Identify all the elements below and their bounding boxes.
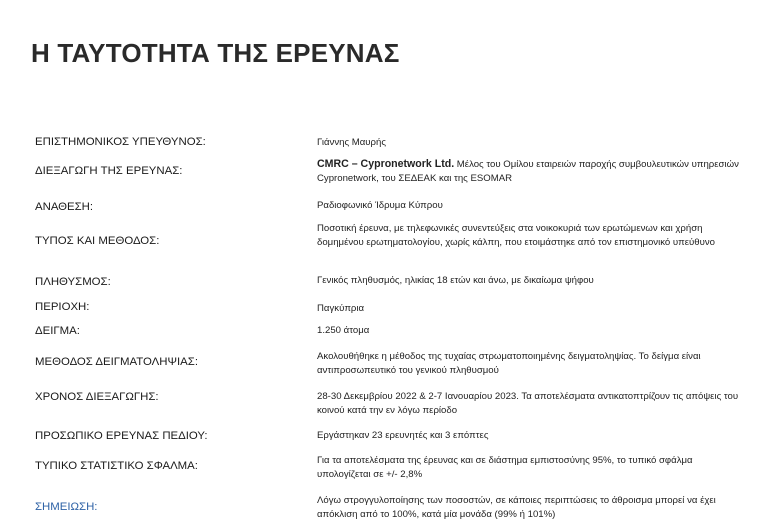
label-note: ΣΗΜΕΙΩΣΗ: — [35, 501, 98, 513]
label-sampling-method: ΜΕΘΟΔΟΣ ΔΕΙΓΜΑΤΟΛΗΨΙΑΣ: — [35, 356, 198, 368]
label-commissioned-by: ΑΝΑΘΕΣΗ: — [35, 201, 94, 213]
value-type-and-method: Ποσοτική έρευνα, με τηλεφωνικές συνεντεύξεις στα νοικοκυριά των ερωτώμενων και χρήση δομημένου ερωτηματολογίου, χωρίς κάλπη, που ετοιμάστηκε από τον επιστημονικό υπεύθυνο — [317, 223, 716, 248]
label-population: ΠΛΗΘΥΣΜΟΣ: — [35, 276, 111, 288]
label-time-period: ΧΡΟΝΟΣ ΔΙΕΞΑΓΩΓΗΣ: — [35, 391, 159, 403]
value-time-period: 28-30 Δεκεμβρίου 2022 & 2-7 Ιανουαρίου 2023. Τα αποτελέσματα αντικατοπτρίζουν τις απόψεις του κοινού κατά την εν λόγω περίοδο — [317, 391, 739, 416]
org-name: CMRC – Cypronetwork Ltd. — [317, 158, 455, 170]
page-title: Η ΤΑΥΤΟΤΗΤΑ ΤΗΣ ΕΡΕΥΝΑΣ — [31, 38, 400, 68]
value-area: Παγκύπρια — [317, 303, 365, 314]
label-field-staff: ΠΡΟΣΩΠΙΚΟ ΕΡΕΥΝΑΣ ΠΕΔΙΟΥ: — [35, 430, 208, 442]
value-sample: 1.250 άτομα — [317, 325, 370, 336]
org-description: Μέλος του Ομίλου εταιρειών παροχής συμβουλευτικών υπηρεσιών Cypronetwork, του ΣΕΔΕΑΚ και της ESOMAR — [317, 159, 739, 184]
value-scientific-supervisor: Γιάννης Μαυρής — [317, 137, 386, 148]
value-sampling-method: Ακολουθήθηκε η μέθοδος της τυχαίας στρωματοποιημένης δειγματοληψίας. Το δείγμα είναι αντιπροσωπευτικό του γενικού πληθυσμού — [317, 351, 701, 376]
label-conducted-by: ΔΙΕΞΑΓΩΓΗ ΤΗΣ ΕΡΕΥΝΑΣ: — [35, 165, 183, 177]
label-area: ΠΕΡΙΟΧΗ: — [35, 301, 90, 313]
label-scientific-supervisor: ΕΠΙΣΤΗΜΟΝΙΚΟΣ ΥΠΕΥΘΥΝΟΣ: — [35, 136, 206, 148]
value-commissioned-by: Ραδιοφωνικό Ίδρυμα Κύπρου — [317, 200, 443, 211]
label-type-and-method: ΤΥΠΟΣ ΚΑΙ ΜΕΘΟΔΟΣ: — [35, 235, 160, 247]
value-field-staff: Εργάστηκαν 23 ερευνητές και 3 επόπτες — [317, 430, 489, 441]
value-standard-error: Για τα αποτελέσματα της έρευνας και σε διάστημα εμπιστοσύνης 95%, το τυπικό σφάλμα υπολογίζεται σε +/- 2,8% — [317, 455, 693, 480]
value-conducted-by — [317, 158, 745, 185]
label-sample: ΔΕΙΓΜΑ: — [35, 325, 80, 337]
value-population: Γενικός πληθυσμός, ηλικίας 18 ετών και άνω, με δικαίωμα ψήφου — [317, 275, 594, 286]
label-standard-error: ΤΥΠΙΚΟ ΣΤΑΤΙΣΤΙΚΟ ΣΦΑΛΜΑ: — [35, 460, 198, 472]
value-note: Λόγω στρογγυλοποίησης των ποσοστών, σε κάποιες περιπτώσεις το άθροισμα μπορεί να έχει απόκλιση από το 100%, κατά μία μονάδα (99% ή 101%) — [317, 495, 716, 520]
